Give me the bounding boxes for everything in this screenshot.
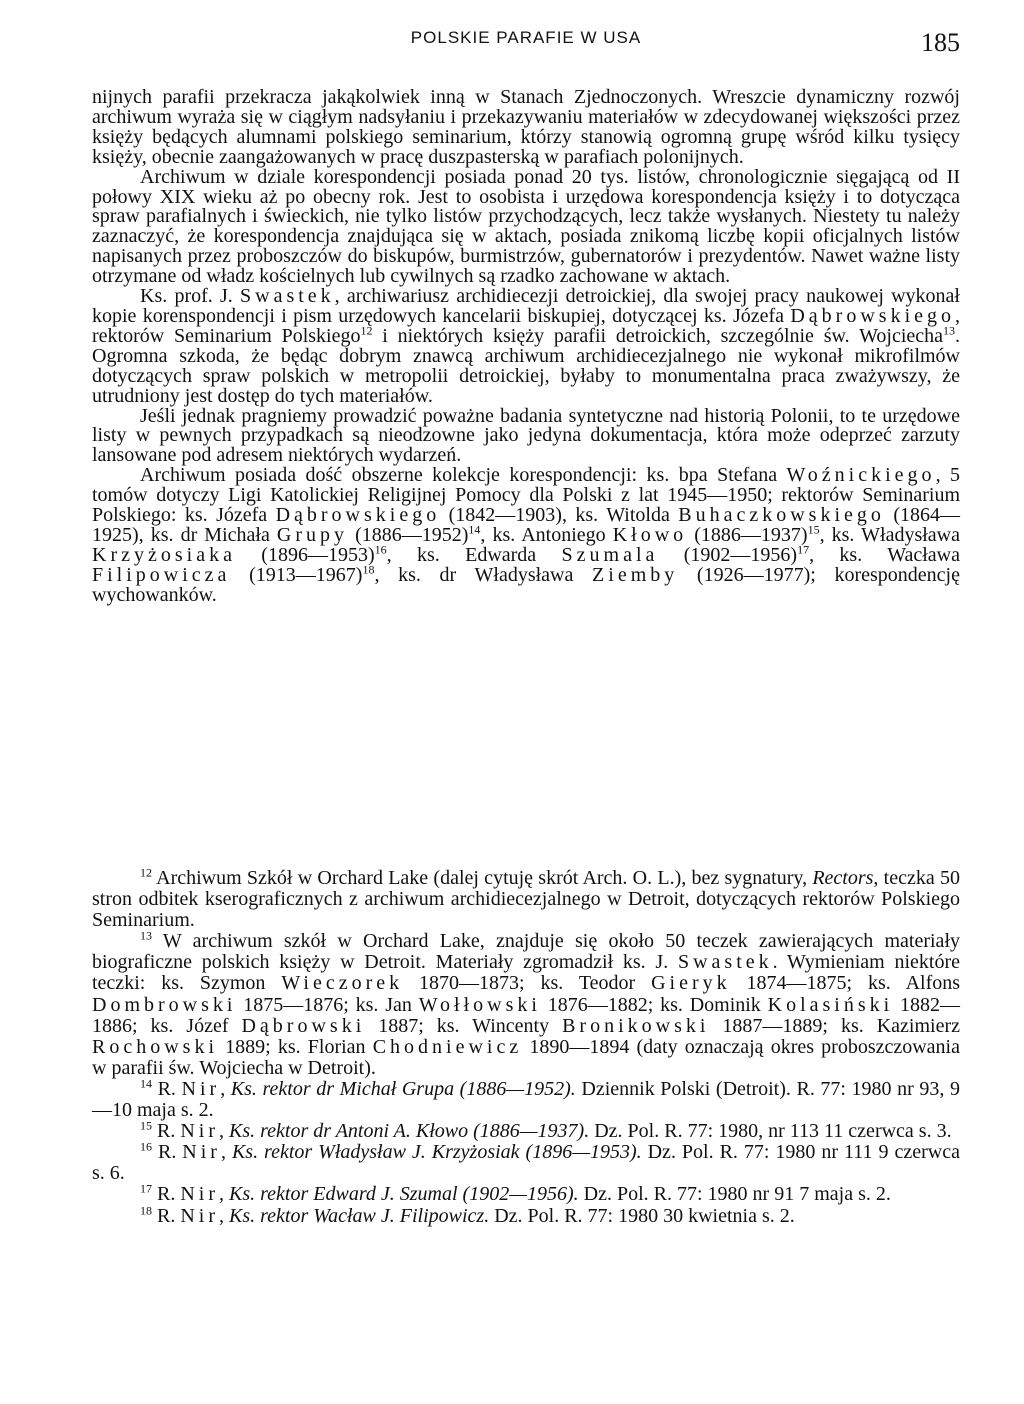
person-name: Rochowski <box>92 1035 218 1058</box>
person-name: Dąbrowski <box>241 1014 366 1037</box>
footnote-number: 18 <box>140 1202 152 1217</box>
footnote-number: 17 <box>140 1181 152 1196</box>
text-run: Ks. prof. J. <box>140 285 240 308</box>
text-run: (1842—1903), ks. Witolda <box>440 504 679 527</box>
footnote-16 <box>92 1139 961 1185</box>
text-run: 1882—1886; ks. Józef <box>92 993 961 1037</box>
text-run: R. <box>152 1120 181 1143</box>
text-run: W archiwum szkół w Orchard Lake, znajduje się około 50 teczek zawierających materiały biograficzne polskich księży w Detroit. Materiały zgromadził ks. J. <box>92 930 960 974</box>
footnote-ref-13[interactable]: 13 <box>943 323 956 338</box>
text-run: , teczka 50 stron odbitek kserograficznych z archiwum archidiecezjalnego w Detroit, dotyczących rektorów Polskiego Seminarium. <box>92 867 960 932</box>
footnote-18 <box>92 1202 960 1227</box>
italic-title: Ks. rektor dr Antoni A. Kłowo (1886—1937). <box>229 1120 590 1143</box>
text-run: , 5 tomów dotyczy Ligi Katolickiej Religijnej Pomocy dla Polski z lat 1945—1950; rektorów Seminarium Polskiego: ks. Józefa <box>92 464 961 527</box>
person-name: Dąbrowskiego <box>275 504 441 527</box>
text-run: , <box>219 1120 230 1143</box>
footnotes <box>92 865 961 1227</box>
text-run: (1902—1956) <box>658 543 798 566</box>
text-run: , ks. Edwarda <box>386 543 562 566</box>
text-run: (1913—1967) <box>230 563 363 586</box>
person-name: Krzyżosiaka <box>92 543 236 566</box>
text-run: 1889; ks. Florian <box>218 1035 373 1058</box>
author-name: Nir <box>182 1141 221 1164</box>
text-run: (1886—1952) <box>348 523 469 546</box>
footnote-15 <box>92 1118 960 1143</box>
text-run: 1874—1875; ks. Alfons <box>730 972 961 995</box>
text-run: . Wymieniam niektóre teczki: ks. Szymon <box>92 951 960 995</box>
footnote-ref-16[interactable]: 16 <box>374 542 387 557</box>
text-run: , ks. Antoniego <box>480 523 613 546</box>
person-name: Filipowicza <box>92 563 231 586</box>
text-run: 1887—1889; ks. Kazimierz <box>709 1014 960 1037</box>
text-run: , ks. Władysława <box>819 523 960 546</box>
text-run: 1875—1876; ks. Jan <box>236 993 419 1016</box>
text-run: (1864—1925), ks. dr Michała <box>92 504 960 546</box>
text-run: , <box>220 1141 232 1164</box>
person-name: Kolasiński <box>767 993 894 1016</box>
italic-title: Ks. rektor Edward J. Szumal (1902—1956). <box>229 1183 579 1206</box>
italic-title: Rectors <box>812 867 874 889</box>
person-name: Swastek <box>240 285 335 308</box>
person-name: Szumala <box>561 543 659 566</box>
author-name: Nir <box>181 1077 221 1100</box>
text-run: , ks. Wacława <box>809 543 960 566</box>
text-run: , ks. dr Władysława <box>374 563 593 586</box>
text-run: i niektórych księży parafii detroickich, szczególnie św. Wojciecha <box>372 324 944 347</box>
running-title: POLSKIE PARAFIE W USA <box>410 28 642 47</box>
text-run: 1887; ks. Wincenty <box>365 1014 563 1037</box>
person-name: Kłowo <box>612 523 688 546</box>
text-run: 1870—1873; ks. Teodor <box>403 972 652 995</box>
footnote-number: 13 <box>140 928 152 943</box>
person-name: Chodniewicz <box>372 1035 523 1058</box>
running-head <box>92 24 960 68</box>
text-run: (1926—1977); korespondencję wychowanków. <box>92 563 960 606</box>
footnote-number: 12 <box>140 865 152 880</box>
footnote-number: 15 <box>140 1118 152 1133</box>
text-run: R. <box>152 1141 183 1164</box>
text-run: Dz. Pol. R. 77: 1980 nr 111 9 czerwca s. 6. <box>92 1141 961 1185</box>
text-run: (1886—1937) <box>687 523 808 546</box>
footnote-ref-18[interactable]: 18 <box>362 562 375 577</box>
author-name: Nir <box>180 1120 220 1143</box>
person-name: Wieczorek <box>281 972 404 995</box>
footnote-17 <box>92 1181 960 1206</box>
text-run: , <box>220 1077 231 1100</box>
text-run: (1896—1953) <box>235 543 375 566</box>
author-name: Nir <box>180 1204 220 1227</box>
text-run: Archiwum posiada dość obszerne kolekcje korespondencji: ks. bpa Stefana <box>140 464 787 487</box>
footnote-ref-14[interactable]: 14 <box>468 522 481 537</box>
person-name: Dąbrowskiego <box>790 304 955 327</box>
text-run: Dz. Pol. R. 77: 1980 nr 91 7 maja s. 2. <box>578 1183 891 1206</box>
paragraph-3 <box>92 287 960 406</box>
text-run: 1890—1894 (daty oznaczają okres proboszczowania w parafii św. Wojciecha w Detroit). <box>92 1035 960 1079</box>
paragraph-2: Archiwum w dziale korespondencji posiada ponad 20 tys. listów, chronologicznie sięgającą od II połowy XIX wieku aż po obecny rok. Jest to osobista i urzędowa korespondencja księży i to dotycząca spraw parafialnych i świeckich, nie tylko listów przychodzących, lecz także wysłanych. Niestety tu należy zaznaczyć, że korespondencja znajdująca się w aktach, posiada znikomą liczbę kopii oficjalnych listów napisanych przez proboszczów do biskupów, burmistrzów, gubernatorów i prezydentów. Nawet ważne listy otrzymane od władz kościelnych lub cywilnych są rzadko zachowane w aktach. <box>92 165 960 288</box>
footnote-ref-17[interactable]: 17 <box>797 542 810 557</box>
footnote-number: 16 <box>140 1139 152 1154</box>
person-name: Dombrowski <box>92 993 237 1016</box>
footnote-ref-12[interactable]: 12 <box>360 323 373 338</box>
footnote-14 <box>92 1076 960 1122</box>
author-name: Nir <box>180 1183 220 1206</box>
footnote-ref-15[interactable]: 15 <box>807 522 820 537</box>
text-run: R. <box>152 1204 181 1227</box>
person-name: Swastek <box>677 951 773 974</box>
text-run: , rektorów Seminarium Polskiego <box>92 304 960 347</box>
footnote-13 <box>92 928 961 1079</box>
italic-title: Ks. rektor Władysław J. Krzyżosiak (1896—1953). <box>231 1141 642 1164</box>
text-run: . Ogromna szkoda, że będąc dobrym znawcą archiwum archidiecezjalnego nie wykonał mikrofilmów dotyczących spraw polskich w metropolii detroickiej, byłaby to monumentalna praca zważywszy, że utrudniony jest dostęp do tych materiałów. <box>92 324 961 407</box>
book-page <box>92 0 960 1404</box>
footnote-number: 14 <box>140 1076 152 1091</box>
body-text <box>92 88 960 606</box>
text-run: R. <box>152 1077 182 1100</box>
text-run: Dz. Pol. R. 77: 1980, nr 113 11 czerwca s. 3. <box>589 1120 952 1143</box>
person-name: Wołłowski <box>418 993 541 1016</box>
person-name: Ziemby <box>592 563 679 586</box>
italic-title: Ks. rektor dr Michał Grupa (1886—1952). <box>230 1077 576 1100</box>
text-run: 1876—1882; ks. Dominik <box>540 993 768 1016</box>
italic-title: Ks. rektor Wacław J. Filipowicz. <box>229 1204 490 1227</box>
text-run: Dz. Pol. R. 77: 1980 30 kwietnia s. 2. <box>489 1204 795 1227</box>
text-run: , archiwariusz archidiecezji detroickiej, dla swojej pracy naukowej wykonał kopie korenspondencji i pism urzędowych kancelarii biskupiej, dotyczącej ks. Józefa <box>92 285 960 327</box>
person-name: Bronikowski <box>562 1014 710 1037</box>
person-name: Buhaczkowskiego <box>678 504 885 527</box>
page-number: 185 <box>921 28 960 57</box>
paragraph-4: Jeśli jednak pragniemy prowadzić poważne badania syntetyczne nad historią Polonii, to te urzędowe listy w pewnych przypadkach są nieodzowne jako jedyna dokumentacja, która może odeprzeć zarzuty lansowane pod adresem niektórych wydarzeń. <box>92 404 960 467</box>
paragraph-1: nijnych parafii przekracza jakąkolwiek inną w Stanach Zjednoczonych. Wreszcie dynamiczny rozwój archiwum wyraża się w ciągłym nadsyłaniu i przekazywaniu materiałów w zdecydowanej większości przez księży będących alumnami polskiego seminarium, którzy stanowią ogromną grupę wśród kilku tysięcy księży, obecnie zaangażowanych w pracę duszpasterską w parafiach polonijnych. <box>92 86 960 168</box>
text-run: , <box>219 1183 230 1206</box>
paragraph-5 <box>92 466 960 605</box>
text-run: , <box>219 1204 230 1227</box>
footnote-12 <box>92 865 960 932</box>
person-name: Grupy <box>276 523 349 546</box>
text-run: R. <box>152 1183 181 1206</box>
text-run: Dziennik Polski (Detroit). R. 77: 1980 nr 93, 9—10 maja s. 2. <box>92 1077 960 1122</box>
text-run: Archiwum Szkół w Orchard Lake (dalej cytuję skrót Arch. O. L.), bez sygnatury, <box>152 867 813 889</box>
person-name: Woźnickiego <box>786 464 936 487</box>
person-name: Gieryk <box>651 972 731 995</box>
